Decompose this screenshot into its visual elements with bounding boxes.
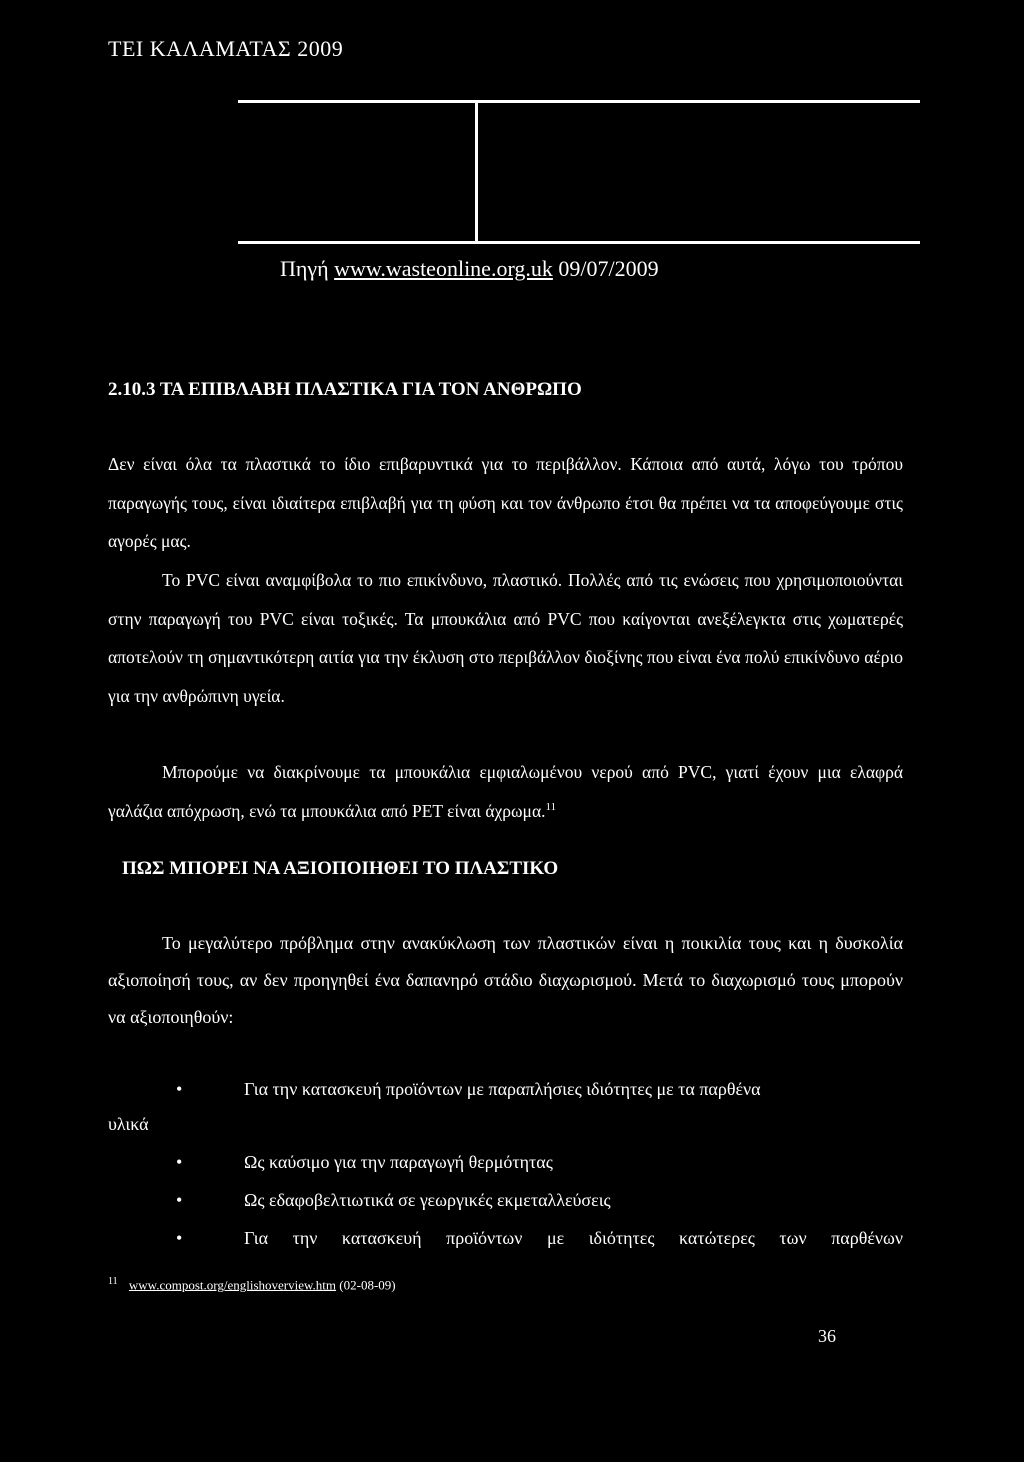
bullet-icon: • xyxy=(176,1190,183,1210)
footnote-reference[interactable]: 11 xyxy=(545,800,557,813)
list-item-text: Για την κατασκευή προϊόντων με ιδιότητες κατώτερες των παρθένων xyxy=(244,1228,903,1248)
table-bottom-border xyxy=(238,241,920,244)
bullet-icon: • xyxy=(176,1152,183,1172)
footnote-number: 11 xyxy=(108,1276,118,1287)
paragraph-bottles-text: Μπορούμε να διακρίνουμε τα μπουκάλια εμφιαλωμένου νερού από PVC, γιατί έχουν μια ελαφρά γαλάζια απόχρωση, ενώ τα μπουκάλια από PET είναι άχρωμα. xyxy=(108,762,903,821)
list-item-text: Ως εδαφοβελτιωτικά σε γεωργικές εκμεταλλεύσεις xyxy=(244,1190,611,1210)
paragraph-recycling xyxy=(108,925,903,1036)
list-item xyxy=(108,1181,903,1219)
list-item xyxy=(108,1070,903,1143)
paragraph-intro: Δεν είναι όλα τα πλαστικά το ίδιο επιβαρυντικά για το περιβάλλον. Κάποια από αυτά, λόγω του τρόπου παραγωγής τους, είναι ιδιαίτερα επιβλαβή για τη φύση και τον άνθρωπο έτσι θα πρέπει να τα αποφεύγουμε στις αγορές μας. xyxy=(108,454,903,551)
header-title: ΤΕΙ ΚΑΛΑΜΑΤΑΣ 2009 xyxy=(108,36,344,61)
list-item xyxy=(108,1219,903,1257)
footnote xyxy=(108,1276,396,1293)
page-number: 36 xyxy=(818,1326,836,1346)
source-link[interactable]: www.wasteonline.org.uk xyxy=(334,256,553,281)
uses-list xyxy=(108,1070,903,1257)
table-top-border xyxy=(238,100,920,103)
paragraph-bottles xyxy=(108,753,903,830)
section2-heading: ΠΩΣ ΜΠΟΡΕΙ ΝΑ ΑΞΙΟΠΟΙΗΘΕΙ ΤΟ ΠΛΑΣΤΙΚΟ xyxy=(122,858,559,879)
footnote-link[interactable]: www.compost.org/englishoverview.htm xyxy=(128,1277,337,1293)
paragraph-pvc xyxy=(108,561,903,715)
list-item-text: Ως καύσιμο για την παραγωγή θερμότητας xyxy=(244,1152,553,1172)
bullet-icon: • xyxy=(176,1079,183,1099)
source-date: 09/07/2009 xyxy=(558,256,659,281)
source-caption xyxy=(280,256,659,282)
table-column-divider xyxy=(475,100,478,243)
list-item xyxy=(108,1143,903,1181)
section-heading: 2.10.3 ΤΑ ΕΠΙΒΛΑΒΗ ΠΛΑΣΤΙΚΑ ΓΙΑ ΤΟΝ ΑΝΘΡΩΠΟ xyxy=(108,379,582,400)
list-item-text: Για την κατασκευή προϊόντων με παραπλήσιες ιδιότητες με τα παρθένα xyxy=(244,1079,761,1099)
paragraph-recycling-text: Το μεγαλύτερο πρόβλημα στην ανακύκλωση των πλαστικών είναι η ποικιλία τους και η δυσκολία αξιοποίησή τους, αν δεν προηγηθεί ένα δαπανηρό στάδιο διαχωρισμού. Μετά το διαχωρισμό τους μπορούν να αξιοποιηθούν: xyxy=(108,933,903,1027)
footnote-date: (02-08-09) xyxy=(339,1277,396,1293)
list-item-continuation: υλικά xyxy=(108,1114,149,1134)
source-prefix: Πηγή xyxy=(280,256,329,281)
bullet-icon: • xyxy=(176,1228,183,1248)
paragraph-pvc-text: Το PVC είναι αναμφίβολα το πιο επικίνδυνο, πλαστικό. Πολλές από τις ενώσεις που χρησιμοποιούνται στην παραγωγή του PVC είναι τοξικές. Τα μπουκάλια από PVC που καίγονται ανεξέλεγκτα στις χωματερές αποτελούν τη σημαντικότερη αιτία για την έκλυση στο περιβάλλον διοξίνης που είναι ένα πολύ επικίνδυνο αέριο για την ανθρώπινη υγεία. xyxy=(108,570,903,706)
